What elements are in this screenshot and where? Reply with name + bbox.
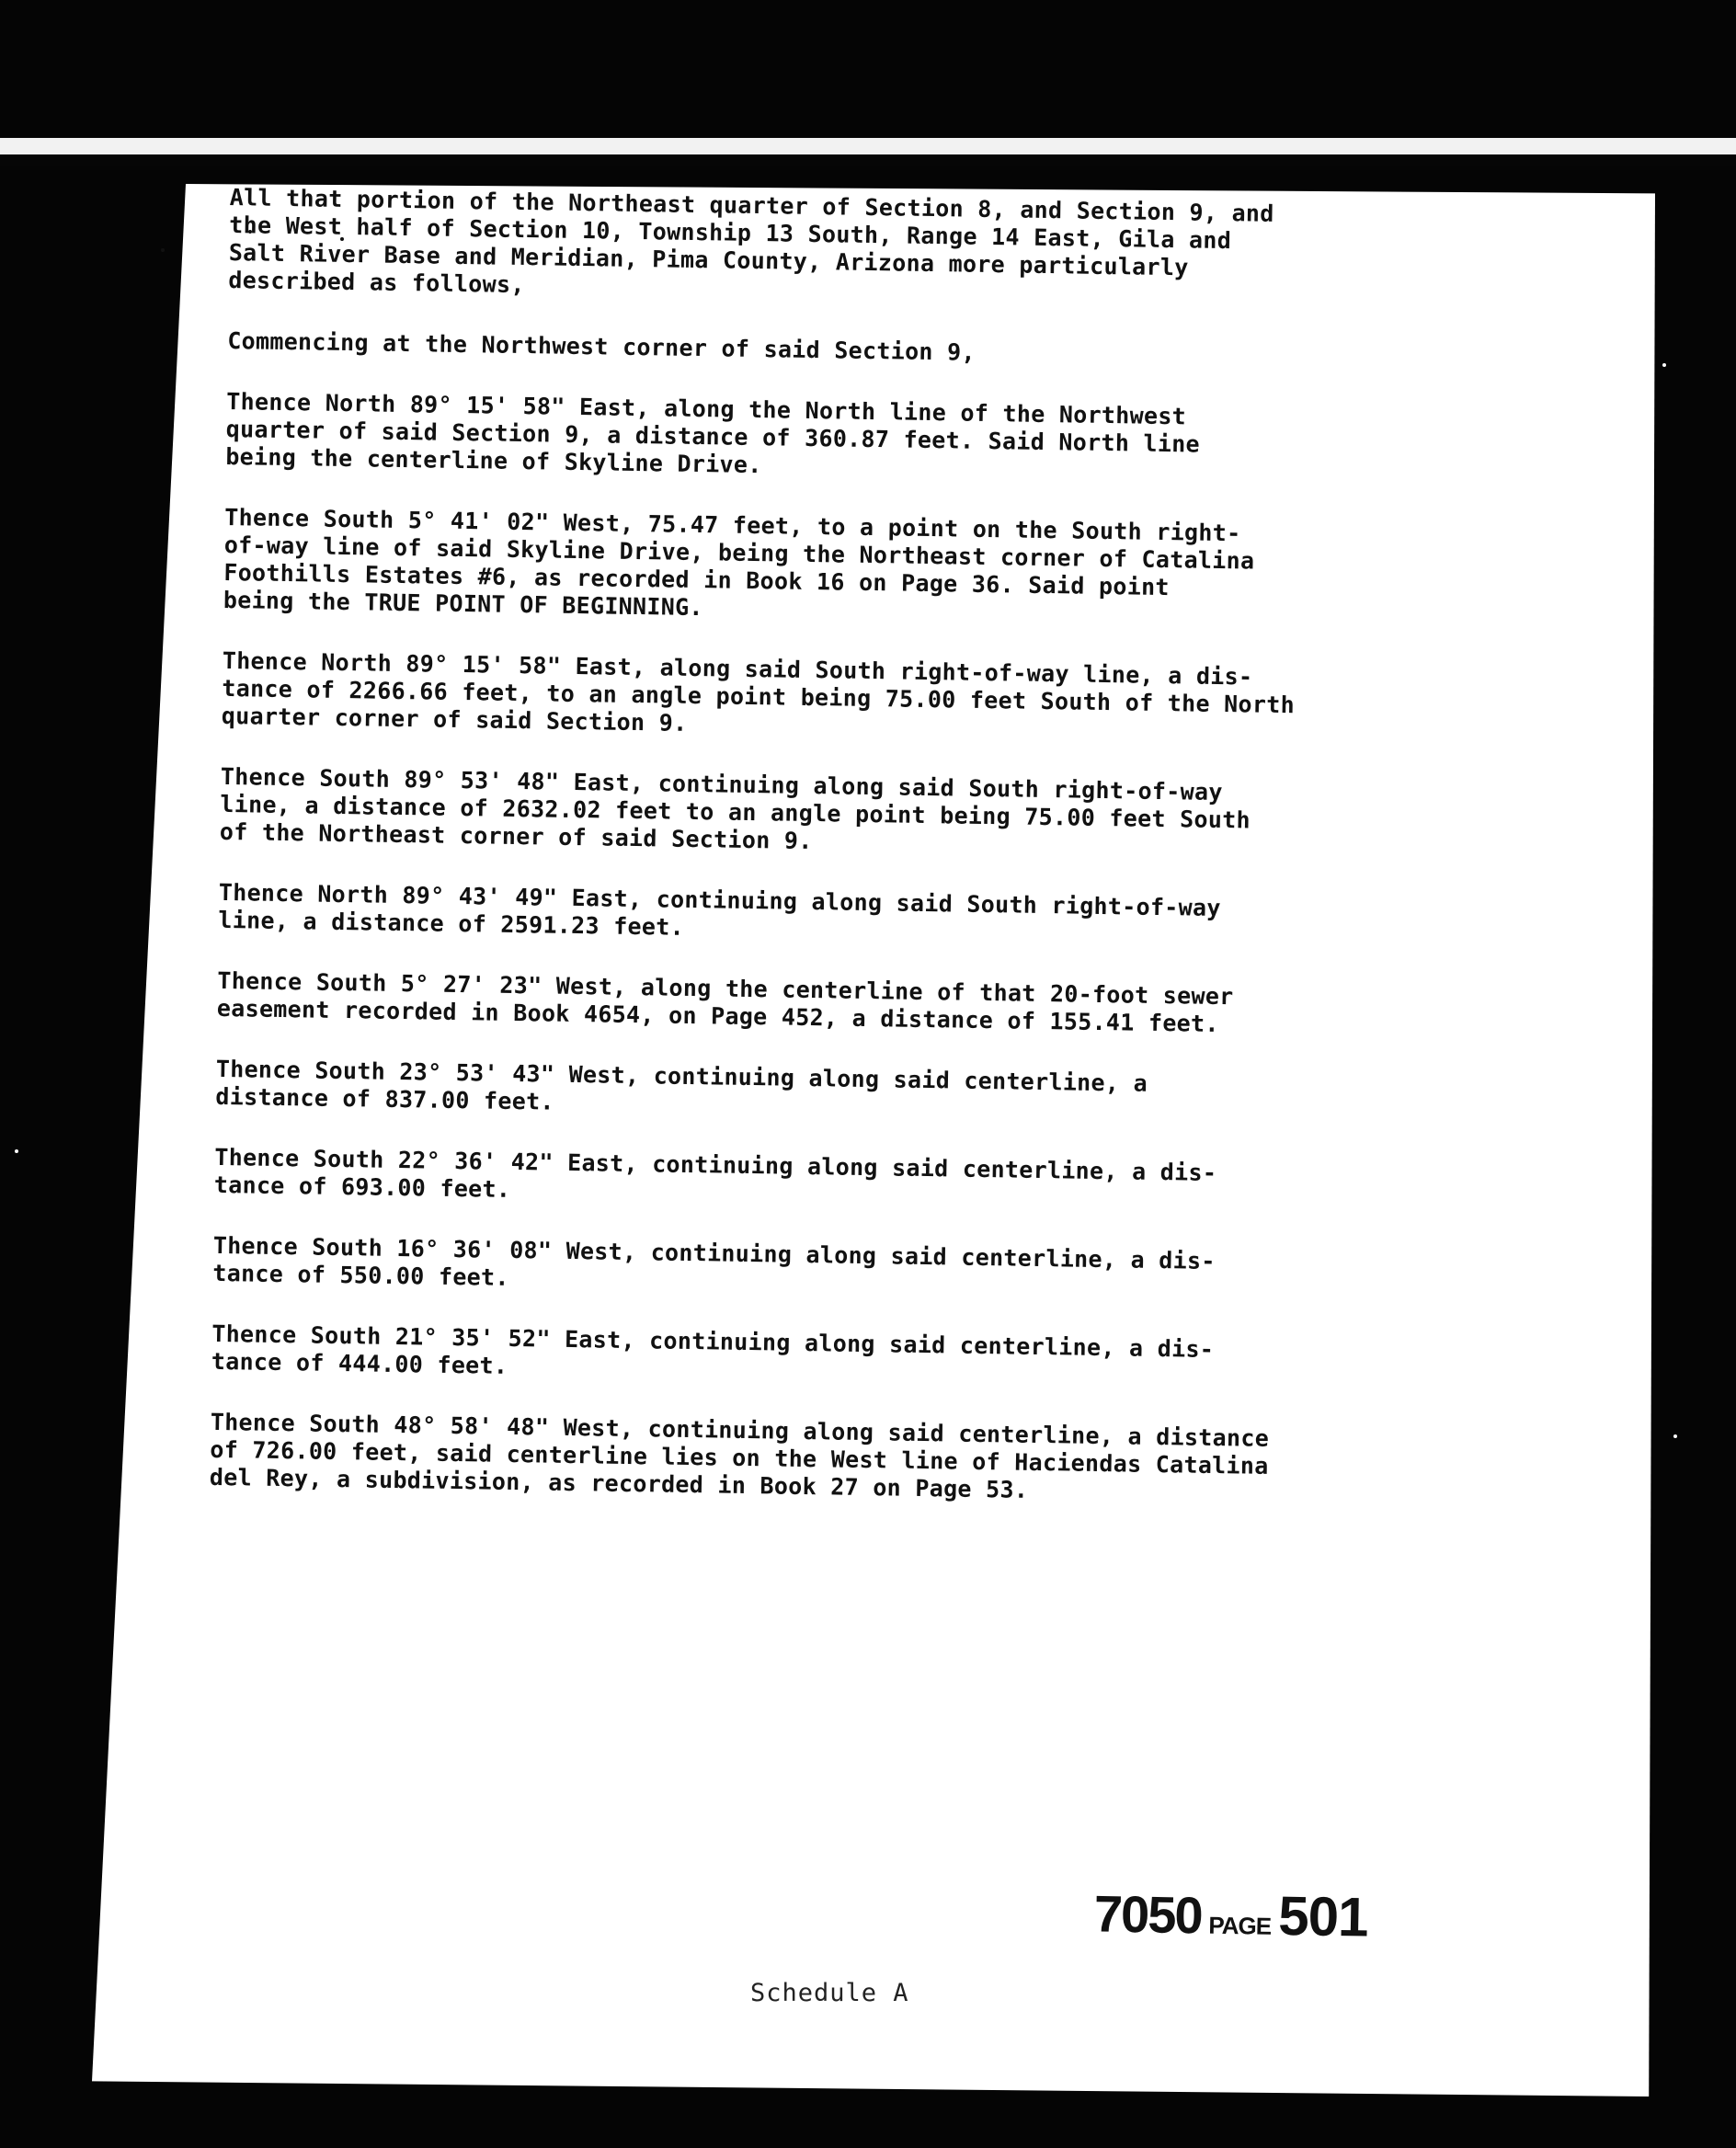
scan-speck — [161, 248, 165, 252]
schedule-caption: Schedule A — [750, 1979, 909, 2007]
scan-border-band — [0, 138, 1736, 166]
paragraph: Thence South 48° 58' 48" West, continuing along said centerline, a distance of 726.00 feet, said centerline lies on the West line of Haciendas Catalina del Rey, a subdivision, as recorded in Book 27 on Page 53. — [209, 1408, 1270, 1503]
legal-description — [209, 184, 1517, 1545]
paragraph: Thence South 89° 53' 48" East, continuing along said South right-of-way line, a distance of 2632.02 feet to an angle point being 75.00 feet South of the Northeast corner of said Section 9. — [219, 762, 1251, 855]
paragraph: Thence South 16° 36' 08" West, continuing along said centerline, a dis- tance of 550.00 feet. — [212, 1231, 1216, 1291]
paragraph: All that portion of the Northeast quarter of Section 8, and Section 9, and the West half of Section 10, Township 13 South, Range 14 East, Gila and Salt River Base and Meridian, Pima County, Arizona more particularly described as follows, — [228, 184, 1274, 299]
paragraph: Thence South 5° 27' 23" West, along the centerline of that 20-foot sewer easement recorded in Book 4654, on Page 452, a distance of 155.41 feet. — [216, 966, 1234, 1038]
scan-speck — [1673, 1434, 1677, 1438]
stamp-page-word: PAGE — [1208, 1911, 1272, 1940]
paragraph: Thence North 89° 43' 49" East, continuing along said South right-of-way line, a distance of 2591.23 feet. — [218, 878, 1221, 941]
stamp-page-number: 501 — [1277, 1884, 1369, 1948]
stamp-book-number: 7050 — [1093, 1884, 1203, 1945]
scan-speck — [1662, 363, 1666, 367]
scan-speck — [15, 1149, 18, 1153]
scan-speck — [1646, 1342, 1650, 1346]
paragraph: Thence North 89° 15' 58" East, along said South right-of-way line, a dis- tance of 2266.66 feet, to an angle point being 75.00 feet South of the North quarter corner of said Section 9. — [221, 646, 1296, 737]
paragraph: Thence South 23° 53' 43" West, continuing along said centerline, a distance of 837.00 feet. — [215, 1055, 1148, 1115]
paragraph: Thence South 22° 36' 42" East, continuing along said centerline, a dis- tance of 693.00 feet. — [213, 1143, 1217, 1203]
paragraph: Thence South 21° 35' 52" East, continuing along said centerline, a dis- tance of 444.00 feet. — [211, 1320, 1215, 1379]
paragraph: Thence North 89° 15' 58" East, along the North line of the Northwest quarter of said Section 9, a distance of 360.87 feet. Said North line being the centerline of Skyline Drive. — [225, 387, 1201, 479]
paragraph: Commencing at the Northwest corner of said Section 9, — [227, 326, 976, 366]
paragraph: Thence South 5° 41' 02" West, 75.47 feet, to a point on the South right- of-way line of said Skyline Drive, being the Northeast corner of Catalina Foothills Estates #6, as recorded in Book 16 on Page 36. Said point being the TRUE POINT OF BEGINNING. — [223, 503, 1255, 622]
book-page-stamp — [1093, 1880, 1368, 1948]
